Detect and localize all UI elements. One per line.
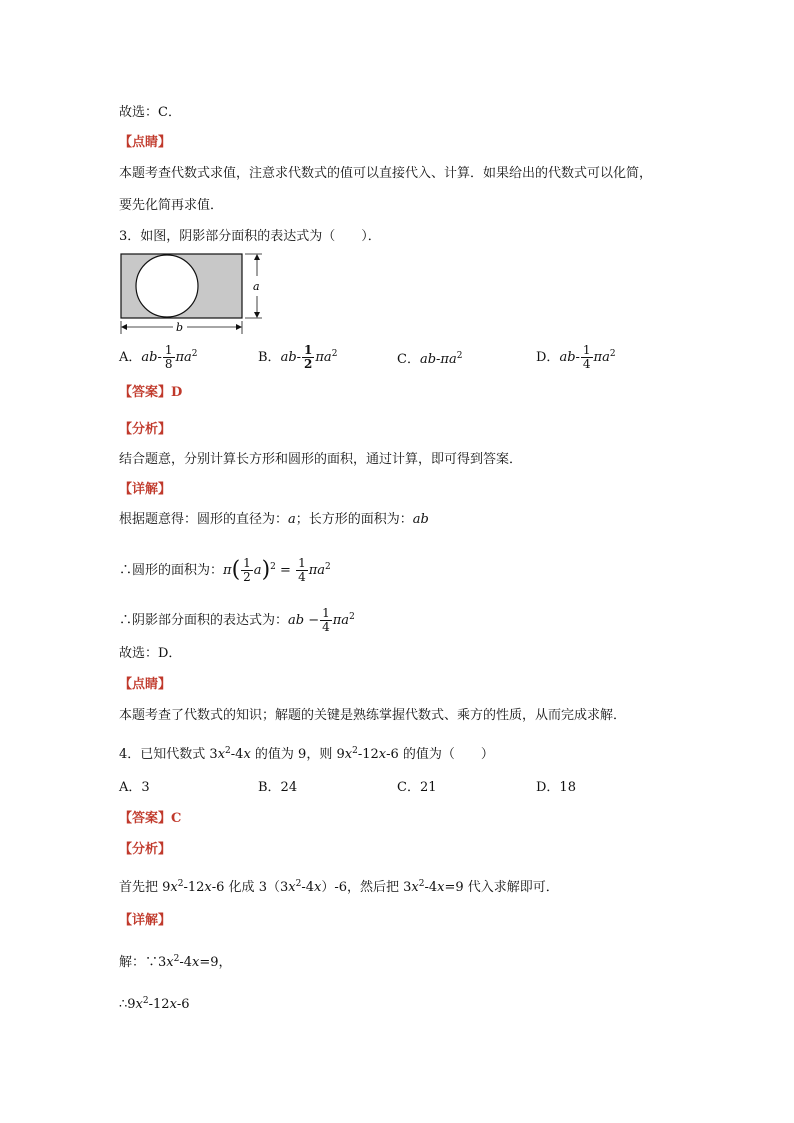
q3-option-a: A．ab- $\frac{1}{8}$ $\pi a^2$ (119, 343, 198, 371)
q3-detail-line-2: ∴圆形的面积为：π( $\frac{1}{2}$ a)$^2$ = $\frac{1}{4}$ $\pi a^2$ (119, 556, 331, 584)
q3-analysis-text: 结合题意，分别计算长方形和圆形的面积，通过计算，即可得到答案． (119, 452, 523, 467)
q3-option-c: C．$ab-\pi a^2$ (397, 351, 463, 367)
q3-choose-d: 故选：D． (119, 646, 182, 661)
question-4-stem: 4．已知代数式 $3x^2-4x$ 的值为 9，则 $9x^2-12x-6$ 的值为（ ） (119, 746, 494, 762)
question-3-figure (117, 250, 267, 336)
q3-detail-line-1: 根据题意得：圆形的直径为：a；长方形的面积为：ab (119, 512, 429, 527)
comment-line-2: 要先化简再求值． (119, 198, 224, 213)
q3-tag-analysis: 【分析】 (119, 422, 172, 437)
q4-detail-line-2: $\therefore 9x^2-12x-6$ (119, 996, 190, 1012)
label-a: a (253, 280, 260, 293)
q3-dianjing-text: 本题考查了代数式的知识；解题的关键是熟练掌握代数式、乘方的性质，从而完成求解． (119, 708, 627, 723)
q4-option-d: D．18 (536, 780, 576, 795)
q3-answer: 【答案】D (119, 385, 183, 400)
circle-shape (136, 255, 198, 317)
q4-answer: 【答案】C (119, 811, 182, 826)
q4-tag-analysis: 【分析】 (119, 842, 172, 857)
q4-option-b: B．24 (258, 780, 298, 795)
q4-option-c: C．21 (397, 780, 437, 795)
q4-option-a: A．3 (119, 780, 150, 795)
q3-detail-line-3: ∴阴影部分面积的表达式为：ab − $\frac{1}{4}$ $\pi a^2$ (119, 606, 355, 634)
q4-analysis-text: 首先把 $9x^2-12x-6$ 化成 $3(3x^2-4x)-6$，然后把 $3x^2-4x=9$ 代入求解即可． (119, 879, 559, 895)
q3-tag-detail: 【详解】 (119, 482, 172, 497)
q3-tag-dianjing: 【点睛】 (119, 677, 172, 692)
q4-tag-detail: 【详解】 (119, 913, 172, 928)
label-b: b (176, 321, 184, 334)
q3-option-d: D．ab- $\frac{1}{4}$ $\pi a^2$ (536, 343, 616, 371)
q4-detail-line-1: 解：$\because 3x^2-4x=9$， (119, 954, 232, 970)
question-3-stem: 3．如图，阴影部分面积的表达式为（ ）． (119, 229, 381, 244)
tag-dianjing-1: 【点睛】 (119, 135, 172, 150)
line-choose-c: 故选：C． (119, 105, 181, 120)
q3-option-b: B．ab- $\frac{1}{2}$ $\pi a^2$ (258, 343, 338, 371)
comment-line-1: 本题考查代数式求值，注意求代数式的值可以直接代入、计算．如果给出的代数式可以化简， (119, 166, 653, 181)
